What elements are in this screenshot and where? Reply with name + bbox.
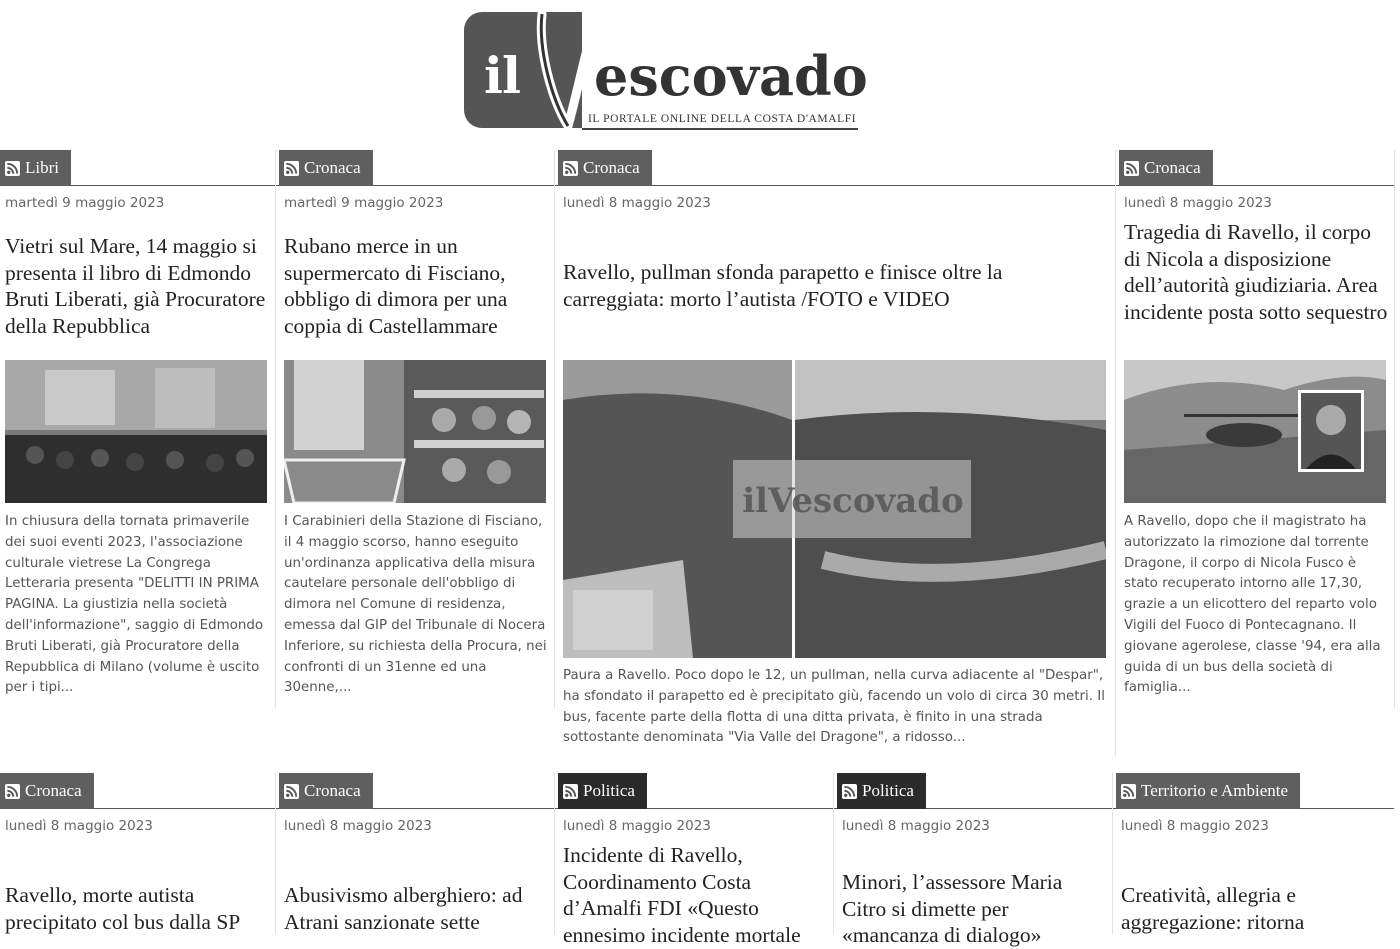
category-tab[interactable] — [279, 773, 373, 809]
article-date: lunedì 8 maggio 2023 — [5, 818, 153, 834]
article-date: lunedì 8 maggio 2023 — [563, 195, 711, 211]
category-tab[interactable] — [279, 150, 373, 186]
rss-icon — [5, 161, 20, 176]
article-excerpt: A Ravello, dopo che il magistrato ha autorizzato la rimozione dal torrente Dragone, il corpo di Nicola Fusco è stato recuperato intorno alle 17,30, grazie a un elicottero del reparto volo Vigili del Fuoco di Pontecagnano. Il giovane agerolese, classe '94, era alla guida di un bus della società di famiglia... — [1124, 514, 1381, 696]
article-card — [837, 773, 1113, 948]
logo-underline — [582, 128, 858, 130]
site-tagline: IL PORTALE ONLINE DELLA COSTA D'AMALFI — [588, 113, 857, 125]
article-card — [0, 773, 276, 934]
article-date: martedì 9 maggio 2023 — [5, 195, 165, 211]
article-date: lunedì 8 maggio 2023 — [1121, 818, 1269, 834]
article-title[interactable]: Creatività, allegria e aggregazione: ritorna — [1121, 883, 1305, 934]
article-title[interactable]: Minori, l’assessore Maria Citro si dimette per «mancanza di dialogo» — [842, 870, 1063, 948]
category-label: Politica — [583, 781, 635, 800]
category-tab[interactable] — [558, 150, 652, 186]
category-label: Cronaca — [304, 781, 361, 800]
article-title[interactable]: Ravello, morte autista precipitato col bus dalla SP — [5, 883, 241, 934]
article-card — [279, 773, 555, 934]
article-title[interactable]: Vietri sul Mare, 14 maggio si presenta il libro di Edmondo Bruti Liberati, già Procuratore della Repubblica — [5, 234, 266, 339]
article-card — [0, 150, 276, 708]
article-excerpt: Paura a Ravello. Poco dopo le 12, un pullman, nella curva adiacente al "Despar", ha sfondato il parapetto ed è precipitato giù, facendo un volo di circa 30 metri. Il bus, facente parte della flotta di una ditta privata, è finito in una strada sottostante denominata "Via Valle del Dragone", a ridosso... — [563, 668, 1105, 746]
category-tab[interactable] — [558, 773, 647, 809]
category-label: Territorio e Ambiente — [1141, 781, 1289, 800]
category-label: Libri — [25, 158, 59, 177]
article-title[interactable]: Incidente di Ravello, Coordinamento Costa d’Amalfi FDI «Questo ennesimo incidente mortale — [563, 843, 801, 948]
article-image[interactable] — [284, 360, 546, 503]
article-image[interactable] — [563, 360, 1106, 658]
article-title[interactable]: Rubano merce in un supermercato di Fisciano, obbligo di dimora per una coppia di Castellammare — [284, 234, 508, 339]
article-card — [558, 773, 834, 948]
category-tab[interactable] — [1116, 773, 1300, 809]
category-tab[interactable] — [1119, 150, 1213, 186]
article-date: lunedì 8 maggio 2023 — [563, 818, 711, 834]
article-date: martedì 9 maggio 2023 — [284, 195, 444, 211]
article-excerpt: I Carabinieri della Stazione di Fisciano, il 4 maggio scorso, hanno eseguito un'ordinanza applicativa della misura cautelare personale dell'obbligo di dimora nel Comune di residenza, emessa dal GIP del Tribunale di Nocera Inferiore, su richiesta della Procura, nei confronti di un 31enne ed una 30enne,... — [284, 514, 547, 696]
article-excerpt: In chiusura della tornata primaverile dei suoi eventi 2023, l'associazione culturale vietrese La Congrega Letteraria presenta "DELITTI IN PRIMA PAGINA. La giustizia nella società dell'informazione", saggio di Edmondo Bruti Liberati, già Procuratore della Repubblica di Milano (volume è uscito per i tipi... — [5, 514, 264, 696]
category-label: Cronaca — [25, 781, 82, 800]
rss-icon — [1124, 161, 1139, 176]
article-image[interactable] — [1124, 360, 1386, 503]
rss-icon — [5, 784, 20, 799]
category-tab[interactable] — [0, 150, 71, 186]
featured-article-card — [558, 150, 1116, 756]
rss-icon — [563, 161, 578, 176]
rss-icon — [284, 784, 299, 799]
logo-name-text: escovado — [594, 44, 868, 108]
site-logo[interactable] — [464, 10, 868, 132]
article-date: lunedì 8 maggio 2023 — [842, 818, 990, 834]
article-card — [1119, 150, 1395, 708]
category-tab[interactable] — [837, 773, 926, 809]
article-title[interactable]: Tragedia di Ravello, il corpo di Nicola a disposizione dell’autorità giudiziaria. Area incidente posta sotto sequestro — [1124, 220, 1388, 325]
article-card — [1116, 773, 1394, 934]
category-label: Cronaca — [304, 158, 361, 177]
article-image[interactable] — [5, 360, 267, 503]
logo-il-text: il — [484, 46, 520, 105]
rss-icon — [1121, 784, 1136, 799]
article-title[interactable]: Abusivismo alberghiero: ad Atrani sanzionate sette — [284, 883, 523, 934]
article-date: lunedì 8 maggio 2023 — [284, 818, 432, 834]
article-title[interactable]: Ravello, pullman sfonda parapetto e finisce oltre la carreggiata: morto l’autista /FOTO e VIDEO — [563, 260, 1003, 311]
rss-icon — [284, 161, 299, 176]
image-watermark: ilVescovado — [742, 481, 964, 521]
article-date: lunedì 8 maggio 2023 — [1124, 195, 1272, 211]
category-tab[interactable] — [0, 773, 94, 809]
article-card — [279, 150, 555, 708]
category-label: Politica — [862, 781, 914, 800]
rss-icon — [563, 784, 578, 799]
rss-icon — [842, 784, 857, 799]
logo-v-glyph — [530, 10, 600, 130]
category-label: Cronaca — [1144, 158, 1201, 177]
category-label: Cronaca — [583, 158, 640, 177]
